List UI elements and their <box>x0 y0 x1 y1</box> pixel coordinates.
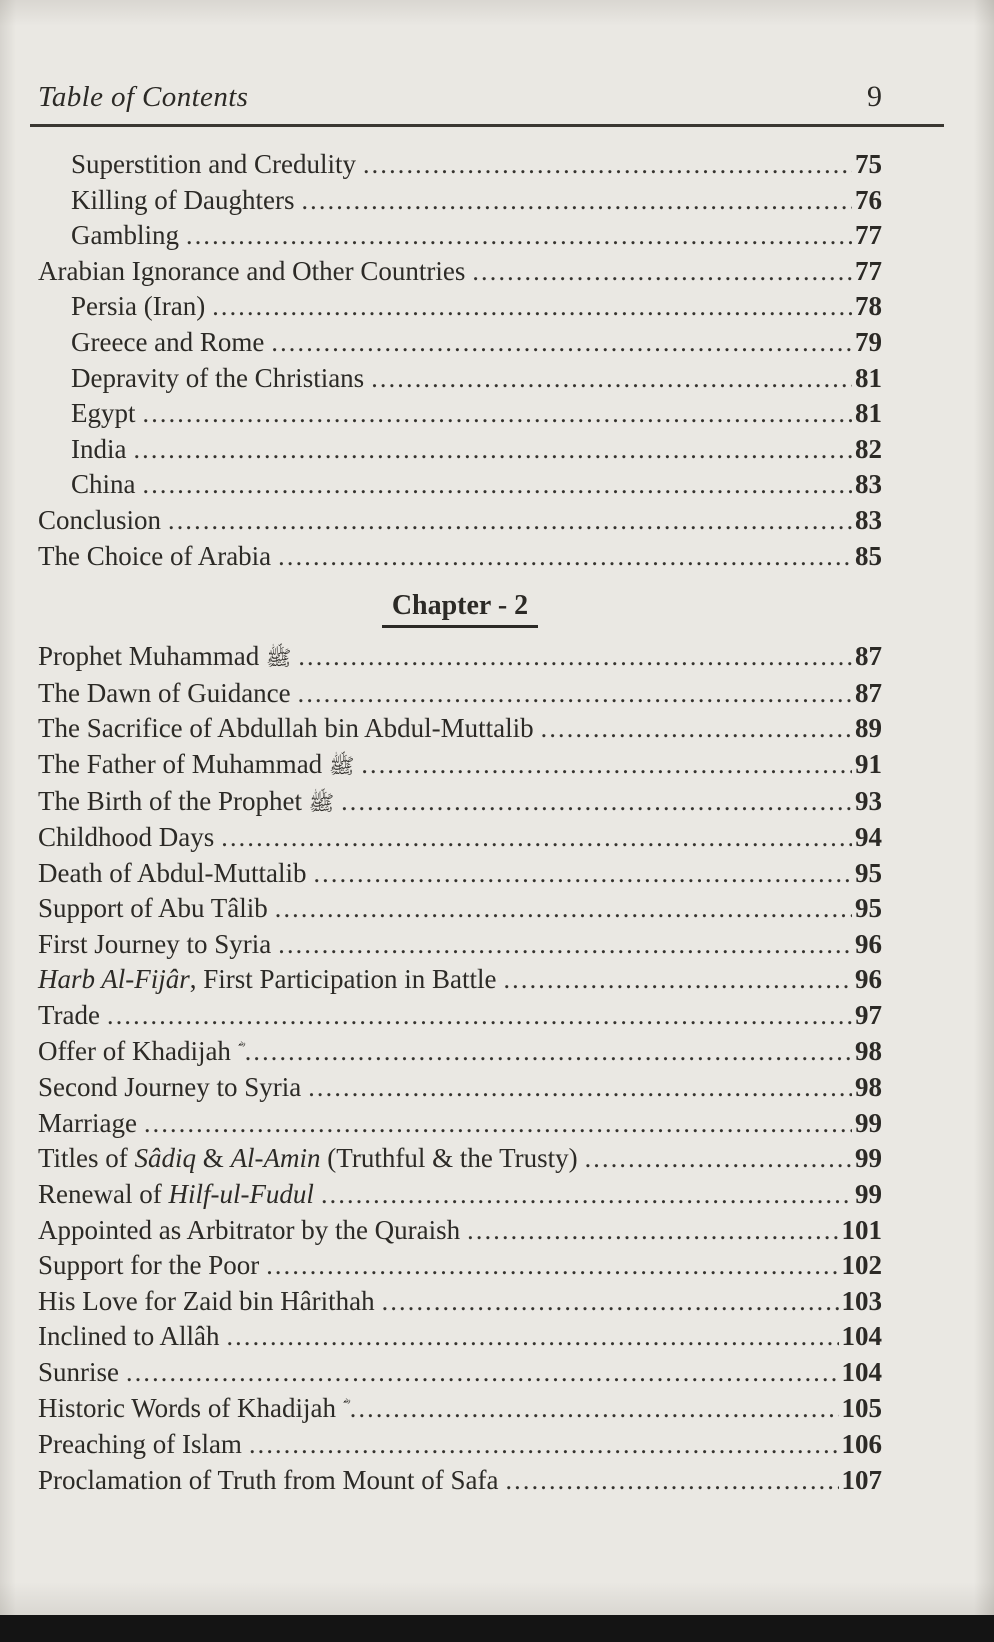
toc-entry <box>38 784 882 821</box>
dot-leader <box>278 927 852 963</box>
toc-entry-page: 96 <box>855 964 882 995</box>
toc-entry-page: 89 <box>855 713 882 744</box>
honorific-symbol: ﷺ <box>308 790 335 815</box>
toc-entry <box>38 711 882 747</box>
toc-entry <box>38 467 882 503</box>
toc-entry-title: Trade <box>38 1000 101 1031</box>
toc-entry-page: 77 <box>855 255 882 286</box>
toc-entry-title: The Dawn of Guidance <box>38 677 291 708</box>
toc-entry <box>38 1034 882 1071</box>
toc-entry-page: 91 <box>855 748 882 779</box>
toc-entry-title: Renewal of Hilf-ul-Fudul <box>38 1179 314 1210</box>
toc-entry <box>38 639 882 676</box>
toc-entry-title: Harb Al-Fijâr, First Participation in Battle <box>38 964 497 995</box>
dot-leader <box>382 1284 839 1320</box>
toc-entry-title: Preaching of Islam <box>38 1429 242 1460</box>
toc-entry-page: 94 <box>855 822 882 853</box>
toc-entry-title: Sunrise <box>38 1357 119 1387</box>
dot-leader <box>212 289 852 325</box>
toc-entry-title: Arabian Ignorance and Other Countries <box>38 255 466 286</box>
honorific-symbol: ﷺ <box>265 646 292 671</box>
toc-entry-title: China <box>71 469 136 500</box>
header-rule <box>30 124 944 127</box>
toc-entry-title: Second Journey to Syria <box>38 1072 302 1103</box>
toc-entry <box>38 147 882 183</box>
dot-leader <box>107 998 852 1034</box>
toc-entry <box>38 820 882 856</box>
toc-entry <box>38 891 882 927</box>
dot-leader <box>186 218 852 254</box>
toc-entry-page: 87 <box>855 641 882 672</box>
dot-leader <box>301 183 852 219</box>
toc-entry-title: Superstition and Credulity <box>71 149 356 179</box>
toc-entry-page: 102 <box>841 1250 882 1281</box>
dot-leader <box>143 396 853 432</box>
toc-entry-title: Support of Abu Tâlib <box>38 893 268 924</box>
dot-leader <box>133 432 852 468</box>
toc-entry-title: The Sacrifice of Abdullah bin Abdul-Muttalib <box>38 713 534 744</box>
chapter-heading-label: Chapter - 2 <box>382 590 538 628</box>
toc-entry-page: 78 <box>855 291 882 322</box>
dot-leader <box>472 254 852 290</box>
toc-entry <box>38 927 882 963</box>
toc-entry-title: Depravity of the Christians <box>71 362 365 393</box>
toc-entry <box>38 1427 882 1463</box>
toc-entry <box>38 1463 882 1499</box>
dot-leader <box>245 1034 852 1070</box>
toc-entry-title: Inclined to Allâh <box>38 1321 220 1352</box>
toc-entry-page: 105 <box>841 1392 882 1423</box>
dot-leader <box>467 1213 838 1249</box>
toc-entry <box>38 1248 882 1284</box>
toc-entry <box>38 1141 882 1177</box>
toc-entry <box>38 432 882 468</box>
toc-entry <box>38 325 882 361</box>
toc-entry <box>38 254 882 290</box>
toc-entry-title: Killing of Daughters <box>71 184 295 215</box>
dot-leader <box>271 325 852 361</box>
toc-entry-page: 107 <box>841 1464 882 1495</box>
toc-entry-page: 104 <box>841 1321 882 1352</box>
toc-entry <box>38 361 882 397</box>
toc-entry <box>38 1070 882 1106</box>
toc-entry-page: 95 <box>855 893 882 924</box>
dot-leader <box>505 1463 838 1499</box>
toc-entry <box>38 503 882 539</box>
toc-entry-page: 75 <box>855 149 882 179</box>
toc-entry-page: 99 <box>855 1107 882 1138</box>
toc-entry-title: Death of Abdul-Muttalib <box>38 857 307 888</box>
toc-entry-page: 81 <box>855 398 882 429</box>
toc-entry <box>38 396 882 432</box>
toc-entry-page: 98 <box>855 1035 882 1066</box>
toc-entry-page: 83 <box>855 504 882 535</box>
toc-entry-title: Marriage <box>38 1107 137 1138</box>
dot-leader <box>275 891 852 927</box>
toc-entry-title: Appointed as Arbitrator by the Quraish <box>38 1214 461 1245</box>
toc-entry-title: Offer of Khadijah <box>38 1035 238 1066</box>
dot-leader <box>321 1177 852 1213</box>
toc-entry-title: Support for the Poor <box>38 1250 260 1281</box>
toc-entry-page: 99 <box>855 1179 882 1210</box>
toc-entry-title: Egypt <box>71 398 136 429</box>
chapter-heading <box>38 590 882 628</box>
toc-entry-title: Conclusion <box>38 504 162 535</box>
toc-entry-title: His Love for Zaid bin Hârithah <box>38 1285 375 1316</box>
toc-entry-page: 101 <box>841 1214 882 1245</box>
toc-entry <box>38 1391 882 1428</box>
scan-edge-bar <box>0 1615 994 1642</box>
toc-entry-title: First Journey to Syria <box>38 928 272 959</box>
dot-leader <box>341 784 852 820</box>
toc-entry-page: 98 <box>855 1072 882 1103</box>
toc-entry-title: Childhood Days <box>38 822 215 853</box>
dot-leader <box>143 467 853 503</box>
dot-leader <box>503 962 852 998</box>
toc-entry <box>38 1177 882 1213</box>
toc-list <box>38 147 882 1498</box>
toc-entry-title: Greece and Rome <box>71 326 265 357</box>
toc-entry-page: 77 <box>855 220 882 251</box>
toc-entry-page: 96 <box>855 928 882 959</box>
toc-entry <box>38 1213 882 1249</box>
toc-entry <box>38 183 882 219</box>
dot-leader <box>350 1391 839 1427</box>
toc-entry <box>38 998 882 1034</box>
toc-entry-page: 103 <box>841 1285 882 1316</box>
toc-entry-page: 93 <box>855 785 882 816</box>
toc-entry <box>38 747 882 784</box>
dot-leader <box>249 1427 839 1463</box>
toc-entry-page: 104 <box>841 1357 882 1387</box>
toc-entry-title: The Choice of Arabia <box>38 540 272 571</box>
toc-entry-page: 95 <box>855 857 882 888</box>
dot-leader <box>298 639 852 675</box>
dot-leader <box>361 747 852 783</box>
toc-entry-title: Historic Words of Khadijah <box>38 1392 343 1423</box>
dot-leader <box>308 1070 852 1106</box>
dot-leader <box>541 711 852 747</box>
toc-entry-title: Persia (Iran) <box>71 291 206 322</box>
dot-leader <box>585 1141 852 1177</box>
dot-leader <box>313 856 852 892</box>
toc-entry-page: 106 <box>841 1429 882 1460</box>
dot-leader <box>371 361 852 397</box>
toc-entry-page: 83 <box>855 469 882 500</box>
toc-entry-page: 97 <box>855 1000 882 1031</box>
dot-leader <box>266 1248 838 1284</box>
toc-entry-title: The Father of Muhammad ﷺ <box>38 748 355 779</box>
page-number: 9 <box>867 80 882 113</box>
toc-entry <box>38 218 882 254</box>
dot-leader <box>278 539 852 575</box>
honorific-symbol: ﷺ <box>328 753 355 778</box>
toc-entry-title: Gambling <box>71 220 179 251</box>
page-header <box>38 80 882 114</box>
toc-entry-title: Prophet Muhammad ﷺ <box>38 641 292 672</box>
toc-entry-page: 82 <box>855 433 882 464</box>
toc-entry-page: 85 <box>855 540 882 571</box>
toc-entry-title: India <box>71 433 127 464</box>
toc-entry-page: 87 <box>855 677 882 708</box>
toc-entry-page: 81 <box>855 362 882 393</box>
dot-leader <box>144 1106 852 1142</box>
toc-entry-page: 76 <box>855 184 882 215</box>
toc-entry <box>38 676 882 712</box>
toc-entry <box>38 1106 882 1142</box>
toc-entry-title: Proclamation of Truth from Mount of Safa <box>38 1464 499 1495</box>
dot-leader <box>126 1355 839 1391</box>
toc-entry-title: The Birth of the Prophet ﷺ <box>38 785 335 816</box>
toc-entry <box>38 539 882 575</box>
dot-leader <box>226 1319 838 1355</box>
toc-entry <box>38 1355 882 1391</box>
toc-entry <box>38 856 882 892</box>
dot-leader <box>363 147 852 183</box>
toc-entry-page: 99 <box>855 1143 882 1174</box>
dot-leader <box>221 820 852 856</box>
toc-entry <box>38 289 882 325</box>
toc-entry <box>38 962 882 998</box>
dot-leader <box>298 676 852 712</box>
toc-entry <box>38 1319 882 1355</box>
toc-entry-page: 79 <box>855 326 882 357</box>
toc-entry-title: Titles of Sâdiq & Al-Amin (Truthful & the Trusty) <box>38 1143 578 1174</box>
dot-leader <box>168 503 852 539</box>
page-title: Table of Contents <box>38 81 249 113</box>
toc-entry <box>38 1284 882 1320</box>
